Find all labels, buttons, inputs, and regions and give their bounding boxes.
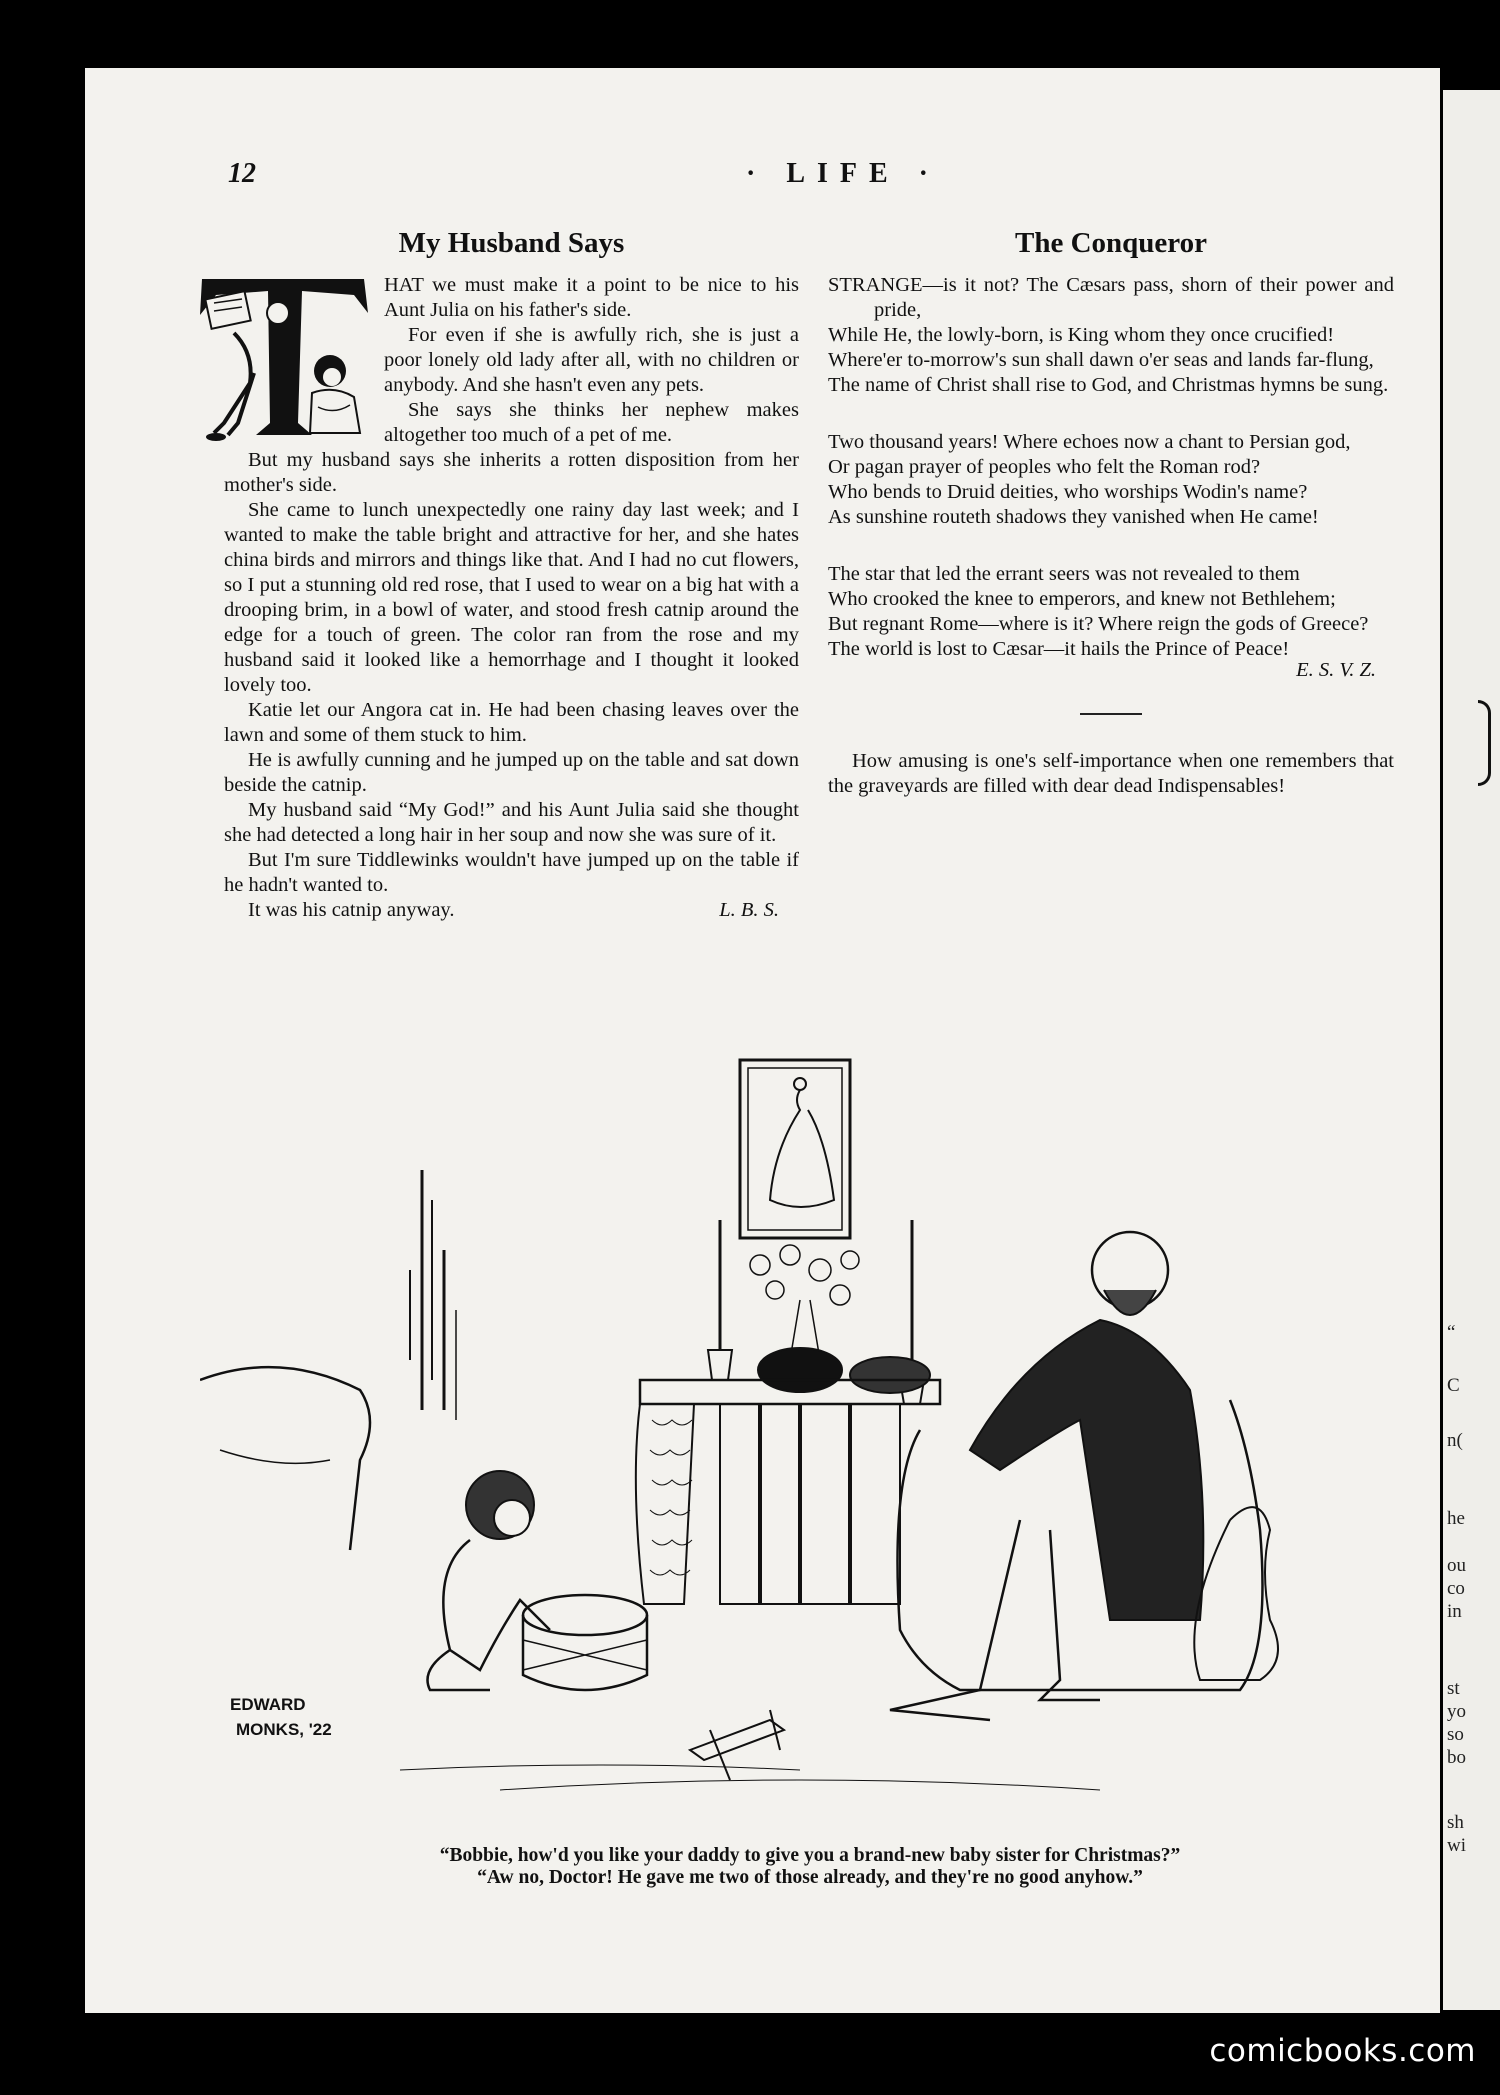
doctor-and-boy-drawing <box>200 1050 1400 1850</box>
poem-stanza <box>828 430 1394 530</box>
poem-line: Who bends to Druid deities, who worships Wodin's name? <box>828 481 1308 503</box>
article-paragraph: Katie let our Angora cat in. He had been chasing leaves over the lawn and some of them stuck to him. <box>224 699 799 746</box>
article-my-husband-says <box>224 225 799 923</box>
site-watermark: comicbooks.com <box>1209 2033 1476 2069</box>
article-the-conqueror <box>828 225 1394 799</box>
adjacent-page-mark <box>1478 700 1491 786</box>
artist-signature-line2: MONKS, '22 <box>236 1720 332 1739</box>
cartoon-illustration <box>200 1050 1400 1850</box>
article-paragraph: For even if she is awfully rich, she is just a poor lonely old lady after all, with no children or anybody. And she hasn't even any pets. <box>384 324 799 396</box>
adjacent-page-fragment: “ <box>1447 1322 1456 1343</box>
adjacent-page-fragment: st <box>1447 1678 1460 1699</box>
poem-stanza <box>828 562 1394 662</box>
magazine-title: · LIFE · <box>745 158 941 189</box>
adjacent-page-fragment: bo <box>1447 1747 1466 1768</box>
poem-line: As sunshine routeth shadows they vanished when He came! <box>828 506 1319 528</box>
article-paragraph: She came to lunch unexpectedly one rainy day last week; and I wanted to make the table bright and attractive for her, and she hates china birds and mirrors and things like that. And I had no cut flowers, so I put a stunning old red rose, that I used to wear on a big hat with a drooping brim, in a bowl of water, and stood fresh catnip around the edge for a touch of green. The color ran from the rose and my husband said it looked like a hemorrhage and I thought it looked lovely too. <box>224 499 799 696</box>
closing-line <box>224 898 799 923</box>
author-signature: L. B. S. <box>719 899 779 921</box>
article-paragraph: He is awfully cunning and he jumped up on the table and sat down beside the catnip. <box>224 749 799 796</box>
adjacent-page-fragment: yo <box>1447 1701 1466 1722</box>
article-paragraph: HAT we must make it a point to be nice to his Aunt Julia on his father's side. <box>384 274 799 321</box>
cartoon-caption-line2: “Aw no, Doctor! He gave me two of those already, and they're no good anyhow.” <box>477 1867 1143 1888</box>
poem-line: Two thousand years! Where echoes now a chant to Persian god, <box>828 431 1351 453</box>
poem-line: The name of Christ shall rise to God, and Christmas hymns be sung. <box>828 374 1389 396</box>
last-line: It was his catnip anyway. <box>248 899 455 921</box>
poem-stanza <box>828 273 1394 398</box>
poem-line: The world is lost to Cæsar—it hails the Prince of Peace! <box>828 638 1290 660</box>
poem-line: Who crooked the knee to emperors, and knew not Bethlehem; <box>828 588 1336 610</box>
poem-line: Or pagan prayer of peoples who felt the Roman rod? <box>828 456 1261 478</box>
poem-line: While He, the lowly-born, is King whom they once crucified! <box>828 324 1335 346</box>
poem-line: STRANGE—is it not? The Cæsars pass, shorn of their power and pride, <box>828 274 1394 321</box>
adjacent-page-fragment: in <box>1447 1601 1462 1622</box>
cartoon-caption-line1: “Bobbie, how'd you like your daddy to give you a brand-new baby sister for Christmas?” <box>439 1845 1181 1866</box>
article-title: My Husband Says <box>398 227 625 259</box>
adjacent-page-fragment: wi <box>1447 1835 1466 1856</box>
adjacent-page-edge <box>1443 90 1500 2010</box>
article-title: The Conqueror <box>1014 227 1207 259</box>
illustrated-letter-icon <box>194 273 372 443</box>
poem-line: But regnant Rome—where is it? Where reign the gods of Greece? <box>828 613 1369 635</box>
adjacent-page-fragment: C <box>1447 1375 1460 1396</box>
dropcap-illustration <box>194 273 372 443</box>
article-paragraph: But I'm sure Tiddlewinks wouldn't have jumped up on the table if he hadn't wanted to. <box>224 849 799 896</box>
adjacent-page-fragment: n( <box>1447 1430 1463 1451</box>
adjacent-page-fragment: co <box>1447 1578 1465 1599</box>
article-paragraph: She says she thinks her nephew makes altogether too much of a pet of me. <box>384 399 799 446</box>
artist-signature-line1: EDWARD <box>230 1695 306 1714</box>
section-divider <box>1080 713 1142 715</box>
page-header <box>228 158 1398 198</box>
adjacent-page-fragment: ou <box>1447 1555 1466 1576</box>
article-paragraph: My husband said “My God!” and his Aunt Julia said she thought she had detected a long hair in her soup and now she was sure of it. <box>224 799 799 846</box>
adjacent-page-fragment: so <box>1447 1724 1464 1745</box>
article-paragraph: But my husband says she inherits a rotten disposition from her mother's side. <box>224 449 799 496</box>
epigram: How amusing is one's self-importance when one remembers that the graveyards are filled with dear dead Indispensables! <box>828 750 1394 797</box>
adjacent-page-fragment: he <box>1447 1508 1465 1529</box>
poem-line: Where'er to-morrow's sun shall dawn o'er seas and lands far-flung, <box>828 349 1374 371</box>
adjacent-page-fragment: sh <box>1447 1812 1464 1833</box>
poem-signature: E. S. V. Z. <box>1296 659 1376 681</box>
poem-line: The star that led the errant seers was not revealed to them <box>828 563 1300 585</box>
page-number: 12 <box>228 158 256 189</box>
